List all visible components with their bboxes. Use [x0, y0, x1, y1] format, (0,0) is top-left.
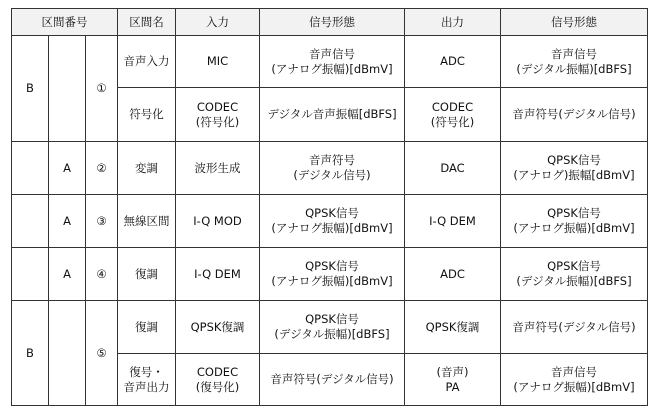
cell-line: (符号化) — [430, 114, 475, 129]
cell-line: 復調 — [135, 266, 158, 281]
output-cell — [405, 195, 501, 248]
input-cell — [176, 142, 260, 195]
cell-line: 波形生成 — [194, 160, 241, 175]
input-signal-form-cell — [260, 195, 405, 248]
cell-line: 無線区間 — [123, 213, 170, 228]
input-cell — [176, 36, 260, 88]
output-cell — [405, 88, 501, 142]
cell-line: (復号化) — [195, 379, 240, 394]
cell-line: (アナログ振幅)[dBmV] — [271, 274, 393, 288]
group-b-cell: B — [12, 36, 49, 142]
output-cell — [405, 354, 501, 406]
cell-line: (デジタル信号) — [293, 168, 371, 182]
section-name-cell — [118, 88, 176, 142]
cell-line: (アナログ振幅)[dBmV] — [271, 61, 393, 76]
cell-line: デジタル音声振幅[dBFS] — [267, 107, 397, 121]
group-b-cell — [12, 142, 49, 195]
output-cell — [405, 301, 501, 354]
input-signal-form-cell — [260, 354, 405, 406]
input-cell — [176, 301, 260, 354]
section-number: ② — [86, 142, 118, 195]
input-signal-form-cell — [260, 88, 405, 142]
cell-line: ADC — [440, 54, 465, 68]
group-a-cell — [49, 36, 86, 142]
cell-line: (符号化) — [195, 114, 240, 129]
cell-line: I-Q DEM — [429, 213, 476, 228]
cell-line: QPSK信号 — [547, 259, 601, 273]
section-name-cell — [118, 354, 176, 406]
header-signal-form-in: 信号形態 — [260, 9, 405, 36]
output-cell — [405, 142, 501, 195]
group-a-cell — [49, 301, 86, 406]
cell-line: (アナログ)振幅[dBmV] — [513, 168, 635, 182]
header-signal-form-out: 信号形態 — [501, 9, 648, 36]
input-signal-form-cell — [260, 301, 405, 354]
header-row — [12, 9, 648, 36]
cell-line: QPSK信号 — [305, 206, 359, 220]
section-name-cell — [118, 195, 176, 248]
header-output: 出力 — [405, 9, 501, 36]
input-cell — [176, 354, 260, 406]
cell-line: CODEC — [196, 364, 239, 379]
cell-line: (デジタル振幅)[dBFS] — [516, 274, 632, 288]
output-signal-form-cell — [501, 301, 648, 354]
cell-line: 音声信号 — [551, 364, 597, 379]
table-row — [12, 248, 648, 301]
output-cell — [405, 36, 501, 88]
header-input: 入力 — [176, 9, 260, 36]
cell-line: QPSK信号 — [547, 153, 601, 167]
cell-line: (アナログ振幅)[dBmV] — [513, 379, 635, 394]
group-a-cell: A — [49, 195, 86, 248]
cell-line: 音声符号(デジタル信号) — [512, 319, 636, 334]
input-cell — [176, 195, 260, 248]
section-name-cell — [118, 301, 176, 354]
section-number: ① — [86, 36, 118, 142]
output-cell — [405, 248, 501, 301]
cell-line: QPSK信号 — [305, 312, 359, 326]
cell-line: MIC — [206, 54, 229, 68]
cell-line: QPSK復調 — [425, 319, 480, 334]
table-row — [12, 36, 648, 88]
cell-line: 音声出力 — [123, 379, 170, 394]
table-row — [12, 195, 648, 248]
cell-line: (デジタル振幅)[dBFS] — [516, 61, 632, 76]
cell-line: 音声信号 — [309, 46, 355, 61]
output-signal-form-cell — [501, 195, 648, 248]
section-number: ④ — [86, 248, 118, 301]
cell-line: 音声入力 — [123, 54, 170, 68]
group-a-cell: A — [49, 142, 86, 195]
cell-line: (デジタル振幅)[dBFS] — [274, 327, 390, 341]
cell-line: ADC — [440, 266, 465, 281]
cell-line: I-Q DEM — [194, 266, 241, 281]
cell-line: QPSK復調 — [190, 319, 245, 334]
section-name-cell — [118, 248, 176, 301]
cell-line: 音声信号 — [551, 46, 597, 61]
cell-line: 変調 — [135, 160, 158, 175]
input-signal-form-cell — [260, 36, 405, 88]
input-signal-form-cell — [260, 142, 405, 195]
cell-line: 音声符号(デジタル信号) — [512, 107, 636, 121]
cell-line: CODEC — [431, 99, 474, 114]
group-a-cell: A — [49, 248, 86, 301]
section-name-cell — [118, 142, 176, 195]
cell-line: 音声符号(デジタル信号) — [270, 372, 394, 386]
cell-line: (アナログ振幅)[dBmV] — [513, 221, 635, 235]
header-section-name: 区間名 — [118, 9, 176, 36]
input-signal-form-cell — [260, 248, 405, 301]
cell-line: PA — [445, 379, 460, 394]
header-section-no: 区間番号 — [12, 9, 118, 36]
table-row — [12, 142, 648, 195]
input-cell — [176, 248, 260, 301]
cell-line: I-Q MOD — [193, 213, 242, 228]
cell-line: 復号・ — [129, 364, 164, 379]
output-signal-form-cell — [501, 354, 648, 406]
section-number: ③ — [86, 195, 118, 248]
cell-line: CODEC — [196, 99, 239, 114]
input-cell — [176, 88, 260, 142]
cell-line: (音声) — [436, 364, 469, 379]
output-signal-form-cell — [501, 36, 648, 88]
cell-line: 音声符号 — [309, 153, 355, 167]
cell-line: QPSK信号 — [547, 206, 601, 220]
section-number: ⑤ — [86, 301, 118, 406]
group-b-cell — [12, 248, 49, 301]
cell-line: (アナログ振幅)[dBmV] — [271, 221, 393, 235]
group-b-cell — [12, 195, 49, 248]
table-row — [12, 301, 648, 354]
cell-line: 復調 — [135, 319, 158, 334]
output-signal-form-cell — [501, 142, 648, 195]
cell-line: DAC — [440, 160, 465, 175]
section-name-cell — [118, 36, 176, 88]
cell-line: QPSK信号 — [305, 259, 359, 273]
group-b-cell: B — [12, 301, 49, 406]
output-signal-form-cell — [501, 88, 648, 142]
output-signal-form-cell — [501, 248, 648, 301]
cell-line: 符号化 — [129, 107, 164, 121]
signal-section-table — [11, 8, 648, 406]
